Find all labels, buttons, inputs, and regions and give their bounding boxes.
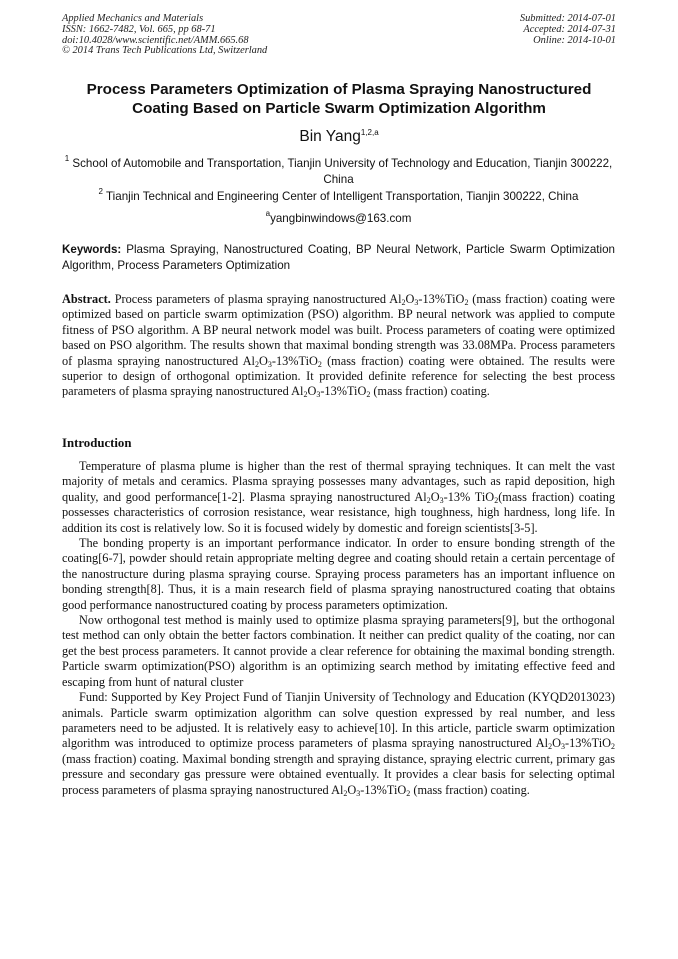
intro-paragraph-4	[62, 690, 615, 798]
subscript: 3	[439, 495, 444, 505]
keywords-text: Plasma Spraying, Nanostructured Coating, BP Neural Network, Particle Swarm Optimization Algorithm, Process Parameters Optimization	[62, 243, 615, 272]
subscript: 2	[343, 788, 348, 798]
title-line-2: Coating Based on Particle Swarm Optimization Algorithm	[132, 100, 546, 117]
paragraph-text: (mass fraction) coating possesses characteristics of corrosion resistance, wear resistance, high toughness, high hardness, long life. In addition its cost is relatively low. So it is focused widely by domestic and foreign scientists[3-5].	[62, 489, 615, 535]
abstract	[62, 292, 615, 400]
abstract-text: (mass fraction) coating were optimized based on particle swarm optimization (PSO) algorithm. BP neural network was applied to compute fitness of PSO algorithm. A BP neural network model was built. Process parameters of coating were optimized based on PSO algorithm. The results shown that maximal bonding strength was 33.08MPa. Process parameters of plasma spraying nanostructured Al	[62, 292, 615, 368]
affiliation-2-text: Tianjin Technical and Engineering Center of Intelligent Transportation, Tianjin 300222, China	[106, 190, 579, 203]
paragraph-text: -13%TiO	[564, 736, 611, 751]
journal-header-right	[520, 14, 616, 46]
paragraph-text: O	[552, 736, 561, 751]
submitted-date: Submitted: 2014-07-01	[519, 13, 616, 24]
subscript: 2	[303, 390, 308, 400]
intro-paragraph-3: Now orthogonal test method is mainly used to optimize plasma spraying parameters[9], but the orthogonal test method can only obtain the better factors combination. It neither can predict quality of the coating, nor can get the best process parameters. It cannot provide a clear reference for obtaining the maximal bonding strength. Particle swarm optimization(PSO) algorithm is an optimizing search method by imitating effective feed and escaping from hunt of natural cluster	[62, 613, 615, 689]
subscript: 2	[548, 742, 553, 752]
keywords	[62, 242, 615, 273]
journal-name: Applied Mechanics and Materials	[62, 13, 204, 24]
abstract-label: Abstract.	[62, 292, 111, 306]
paragraph-text: Temperature of plasma plume is higher than the rest of thermal spraying techniques. It can melt the vast majority of metals and ceramics. Plasma spraying possesses many advantages, such as rapid deposition, high quality, and good performance[1-2]. Plasma spraying nanostructured Al	[62, 459, 615, 504]
affiliation-2-marker: 2	[98, 187, 103, 196]
affiliation-1	[62, 151, 615, 187]
abstract-text: -13%TiO	[320, 384, 367, 399]
subscript: 3	[356, 788, 361, 798]
subscript: 2	[494, 495, 499, 505]
author-email: yangbinwindows@163.com	[270, 212, 412, 225]
copyright-line: © 2014 Trans Tech Publications Ltd, Switzerland	[62, 45, 268, 57]
abstract-text: O	[405, 292, 415, 306]
author-email-line	[62, 206, 615, 227]
email-marker: a	[265, 209, 271, 218]
intro-paragraph-1	[62, 459, 615, 536]
introduction-heading: Introduction	[62, 436, 132, 450]
subscript: 2	[464, 298, 469, 307]
subscript: 2	[254, 359, 259, 369]
abstract-text: (mass fraction) coating.	[370, 384, 490, 399]
paragraph-text: O	[430, 489, 440, 504]
author-line	[0, 124, 678, 146]
abstract-text: Process parameters of plasma spraying nanostructured Al	[114, 292, 402, 306]
paper-title	[50, 80, 628, 118]
paragraph-text: (mass fraction) coating. Maximal bonding strength and spraying distance, spraying electric current, primary gas pressure and secondary gas pressure were obtained eventually. It provides a clear basis for selecting optimal process parameters of plasma spraying nanostructured Al	[62, 751, 615, 797]
intro-paragraph-2: The bonding property is an important performance indicator. In order to ensure bonding strength of the coating[6-7], powder should retain appropriate melting degree and coating should retain a certain percentage of the nanostructure during plasma spraying course. Spraying process parameters has an important influence on bonding strength[8]. Thus, it is a main research field of plasma spraying nanostructured coating that obtains good performance nanostructured coating by process parameters optimization.	[62, 536, 615, 612]
subscript: 2	[317, 359, 322, 369]
subscript: 3	[414, 298, 419, 307]
abstract-text: -13%TiO	[418, 292, 465, 306]
paragraph-text: (mass fraction) coating.	[410, 782, 530, 797]
author-name: Bin Yang	[299, 128, 361, 145]
online-date: Online: 2014-10-01	[533, 34, 616, 46]
subscript: 2	[406, 788, 411, 798]
subscript: 2	[611, 742, 615, 752]
journal-header-left	[62, 14, 267, 57]
issn-line: ISSN: 1662-7482, Vol. 665, pp 68-71	[62, 23, 216, 35]
subscript: 2	[401, 298, 406, 307]
subscript: 2	[426, 495, 431, 505]
affiliation-1-text: School of Automobile and Transportation, Tianjin University of Technology and Education, Tianjin 300222, China	[72, 157, 613, 186]
doi-line: doi:10.4028/www.scientific.net/AMM.665.68	[62, 34, 249, 46]
subscript: 3	[267, 359, 272, 369]
paragraph-text: O	[347, 782, 357, 797]
abstract-text: -13%TiO	[271, 353, 318, 368]
abstract-text: O	[258, 353, 268, 368]
accepted-date: Accepted: 2014-07-31	[523, 23, 616, 35]
subscript: 3	[316, 390, 321, 400]
abstract-text: (mass fraction) coating were obtained. The results were superior to design of orthogonal optimization. It provided definite reference for selecting the best process parameters of plasma spraying nanostructured Al	[62, 353, 615, 399]
abstract-text: O	[307, 384, 317, 399]
subscript: 3	[560, 742, 565, 752]
paragraph-text: Fund: Supported by Key Project Fund of Tianjin University of Technology and Education (KYQD2013023) animals. Particle swarm optimization algorithm can solve question expressed by real number, and less parameters need to be adjusted. It is relatively easy to achieve[10]. In this article, particle swarm optimization algorithm was introduced to optimize process parameters of plasma spraying nanostructured Al	[62, 690, 615, 751]
author-superscript: 1,2,a	[360, 128, 379, 137]
affiliation-2	[62, 184, 615, 205]
keywords-label: Keywords:	[62, 243, 122, 256]
affiliation-1-marker: 1	[64, 154, 70, 163]
paragraph-text: -13% TiO	[443, 489, 495, 504]
introduction-body	[62, 459, 615, 798]
paragraph-text: -13%TiO	[360, 782, 407, 797]
title-line-1: Process Parameters Optimization of Plasma Spraying Nanostructured	[86, 81, 592, 98]
subscript: 2	[366, 390, 371, 400]
